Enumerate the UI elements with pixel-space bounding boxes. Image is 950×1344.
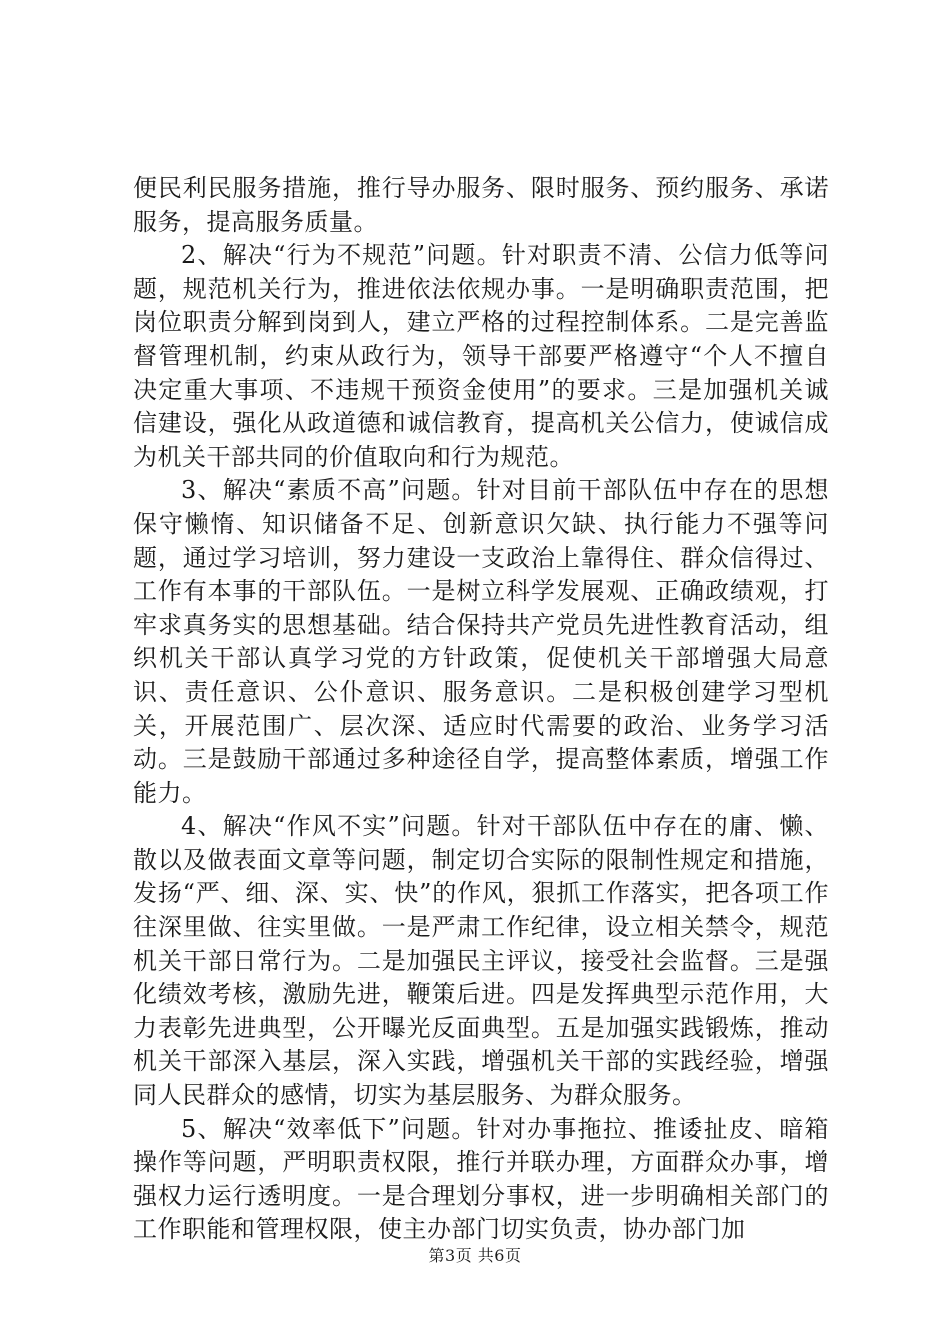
paragraph-behavior-standard: 2、解决“行为不规范”问题。针对职责不清、公信力低等问题，规范机关行为，推进依法依规办事。一是明确职责范围，把岗位职责分解到岗到人，建立严格的过程控制体系。二是完善监督管理机制，约束从政行为，领导干部要严格遵守“个人不擅自决定重大事项、不违规干预资金使用”的要求。三是加强机关诚信建设，强化从政道德和诚信教育，提高机关公信力，使诚信成为机关干部共同的价值取向和行为规范。 (133, 241, 829, 471)
paragraph-continuation: 便民利民服务措施，推行导办服务、限时服务、预约服务、承诺服务，提高服务质量。 (133, 174, 829, 236)
paragraph-quality: 3、解决“素质不高”问题。针对目前干部队伍中存在的思想保守懒惰、知识储备不足、创新意识欠缺、执行能力不强等问题，通过学习培训，努力建设一支政治上靠得住、群众信得过、工作有本事的干部队伍。一是树立科学发展观、正确政绩观，打牢求真务实的思想基础。结合保持共产党员先进性教育活动，组织机关干部认真学习党的方针政策，促使机关干部增强大局意识、责任意识、公仆意识、服务意识。二是积极创建学习型机关，开展范围广、层次深、适应时代需要的政治、业务学习活动。三是鼓励干部通过多种途径自学，提高整体素质，增强工作能力。 (133, 476, 829, 807)
document-body (133, 172, 829, 1247)
paragraph-work-style: 4、解决“作风不实”问题。针对干部队伍中存在的庸、懒、散以及做表面文章等问题，制定切合实际的限制性规定和措施，发扬“严、细、深、实、快”的作风，狠抓工作落实，把各项工作往深里做、往实里做。一是严肃工作纪律，设立相关禁令，规范机关干部日常行为。二是加强民主评议，接受社会监督。三是强化绩效考核，激励先进，鞭策后进。四是发挥典型示范作用，大力表彰先进典型，公开曝光反面典型。五是加强实践锻炼，推动机关干部深入基层，深入实践，增强机关干部的实践经验，增强同人民群众的感情，切实为基层服务、为群众服务。 (133, 812, 829, 1110)
page-number-footer: 第3页 共6页 (428, 1246, 522, 1265)
paragraph-efficiency: 5、解决“效率低下”问题。针对办事拖拉、推诿扯皮、暗箱操作等问题，严明职责权限，推行并联办理，方面群众办事，增强权力运行透明度。一是合理划分事权，进一步明确相关部门的工作职能和管理权限，使主办部门切实负责，协办部门加 (133, 1114, 829, 1244)
